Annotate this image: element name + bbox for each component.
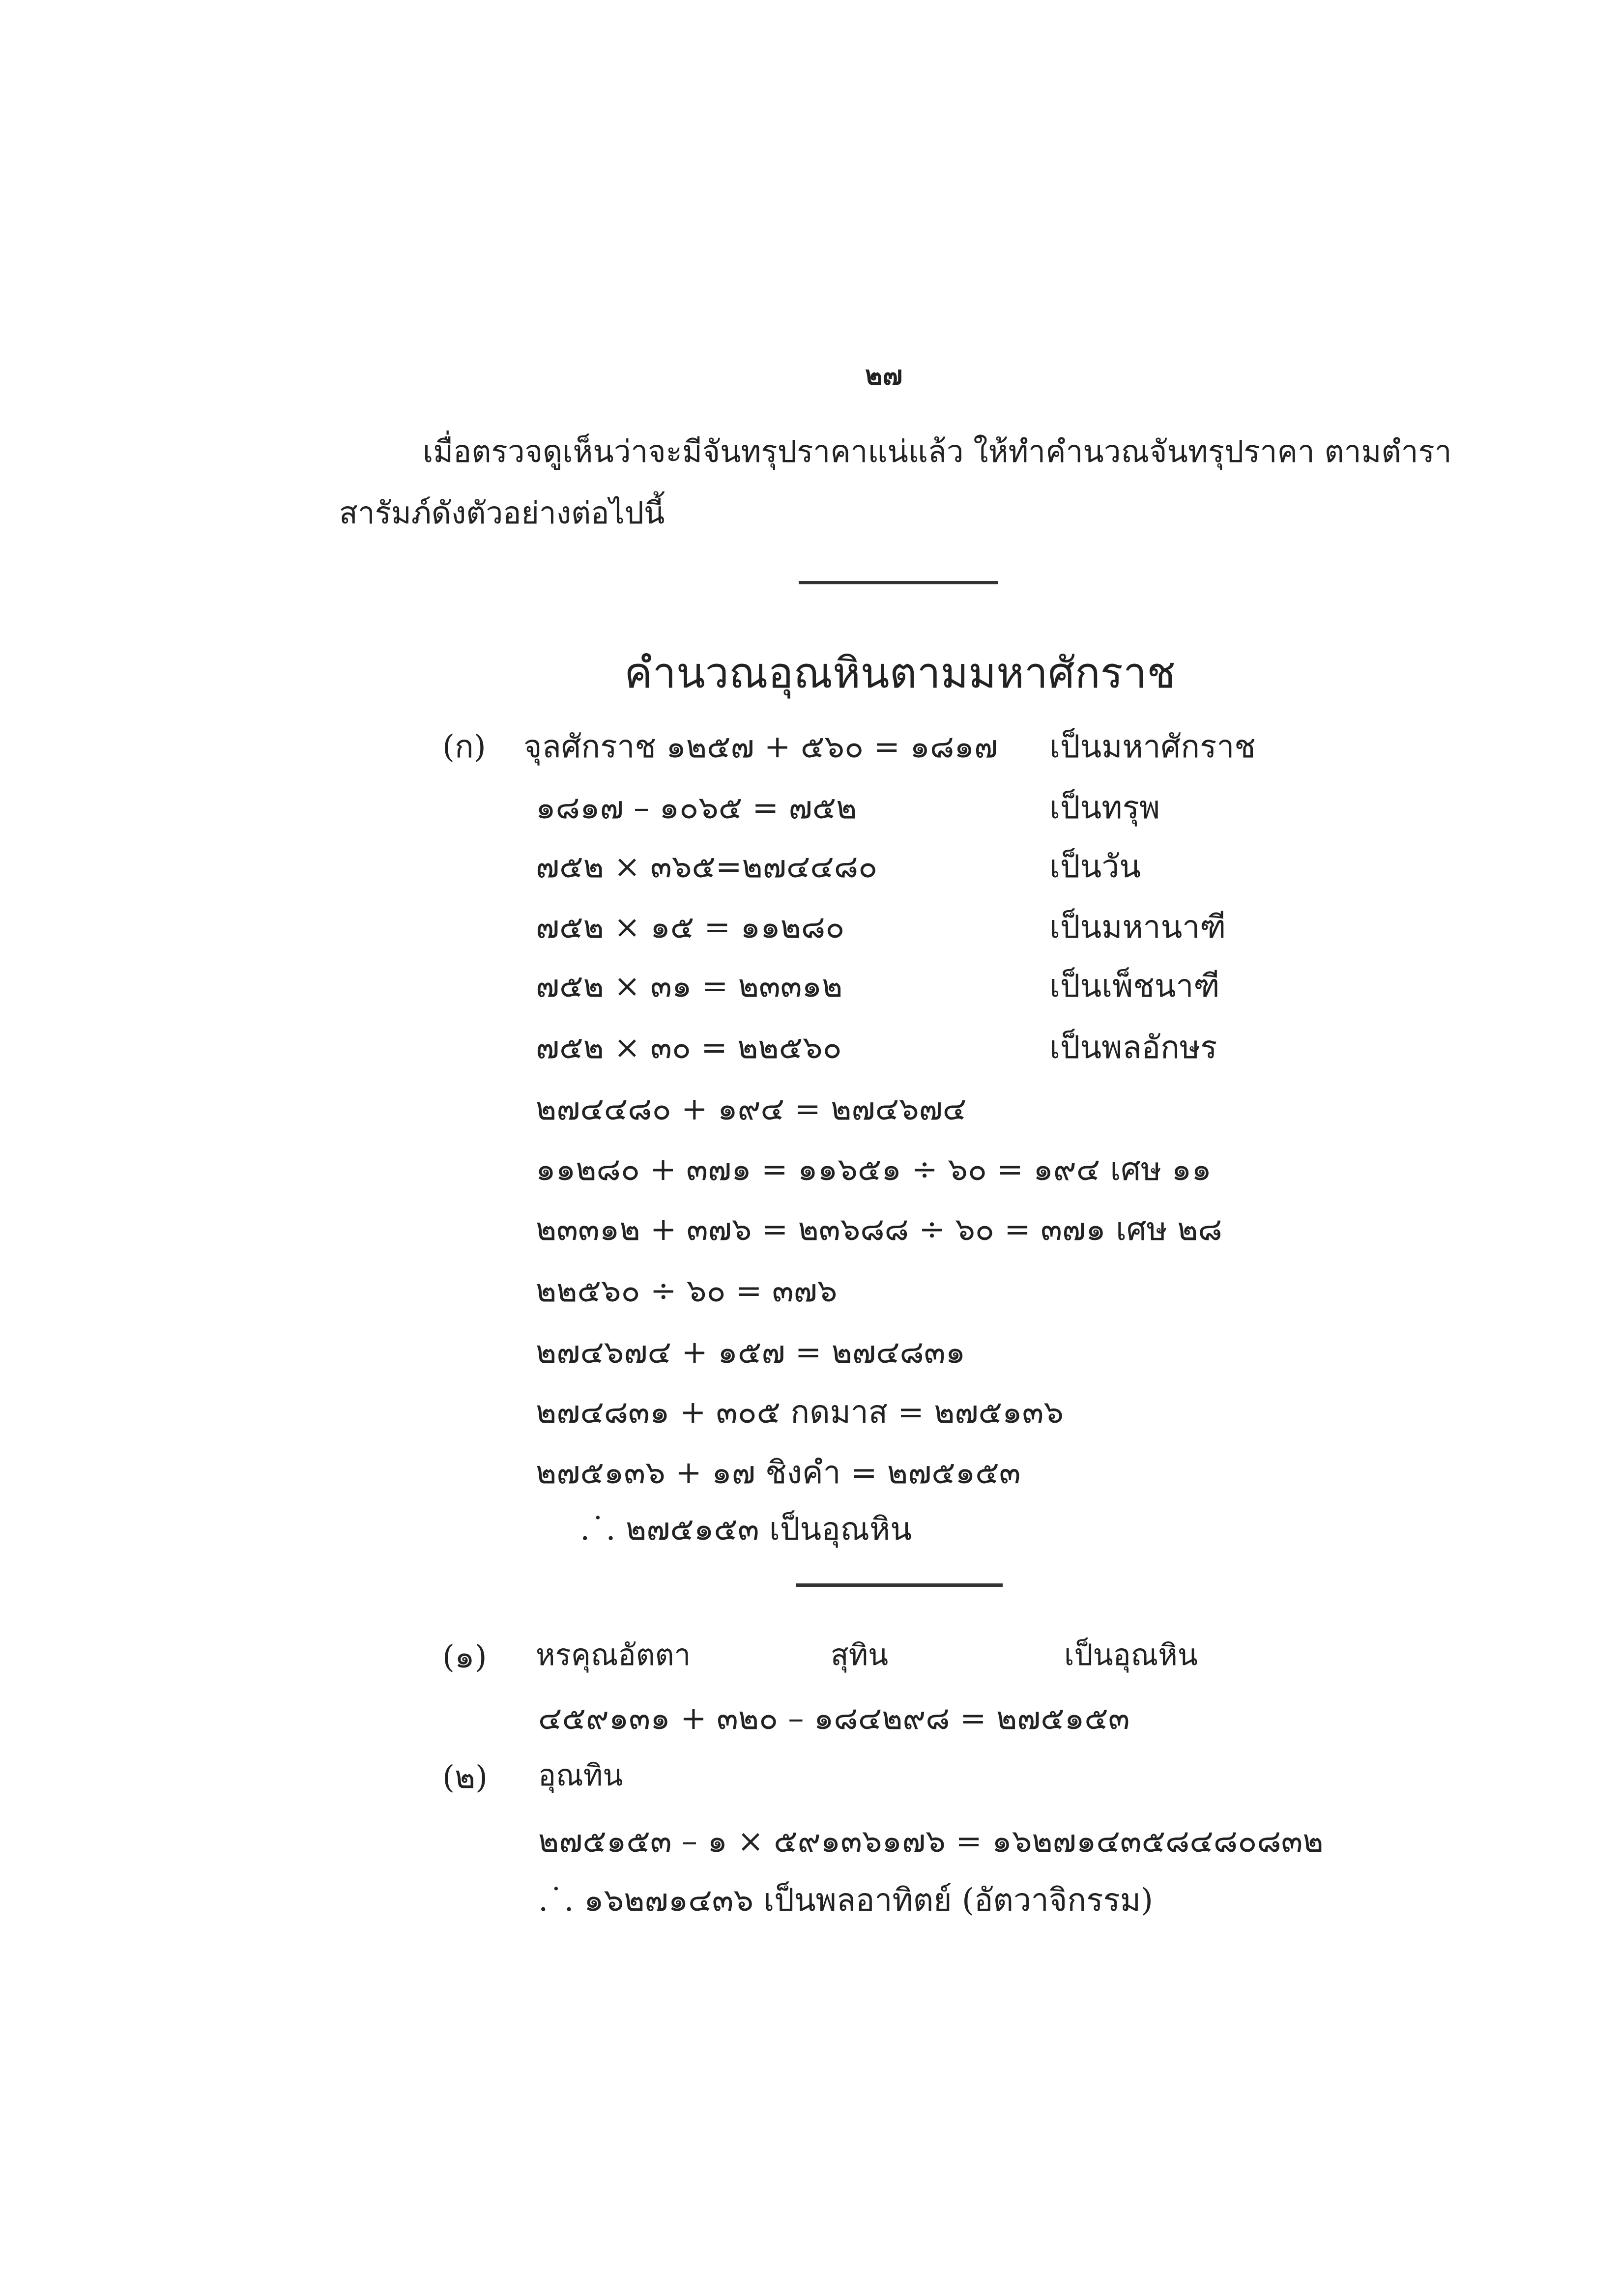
calc-result-6: เป็นพลอักษร: [1049, 1030, 1217, 1066]
calc-result-5: เป็นเพ็ชนาฑี: [1049, 968, 1220, 1004]
divider-bottom: [796, 1583, 1003, 1587]
calc-result-3: เป็นวัน: [1049, 849, 1141, 885]
calc-line-4: ๗๕๒ × ๑๕ = ๑๑๒๘๐: [536, 909, 845, 946]
calc-line-12: ๒๗๔๘๓๑ + ๓๐๕ กดมาส = ๒๗๕๑๓๖: [536, 1394, 1064, 1431]
item-label-2: (๒): [442, 1759, 488, 1796]
calc-line-8: ๑๑๒๘๐ + ๓๗๑ = ๑๑๖๕๑ ÷ ๖๐ = ๑๙๔ เศษ ๑๑: [536, 1151, 1212, 1188]
calc-line-item1: ๔๕๙๑๓๑ + ๓๒๐ – ๑๘๔๒๙๘ = ๒๗๕๑๕๓: [538, 1700, 1130, 1737]
calc-line-2: ๑๘๑๗ – ๑๐๖๕ = ๗๕๒: [536, 790, 857, 826]
calc-line-13: ๒๗๕๑๓๖ + ๑๗ ชิงคำ = ๒๗๕๑๕๓: [536, 1455, 1021, 1491]
item-label-ka: (ก): [442, 729, 486, 765]
page-number: ๒๗: [865, 359, 903, 391]
calc-result-2: เป็นทรุพ: [1049, 790, 1160, 826]
col-horakhun: หรคุณอัตตา: [536, 1638, 691, 1672]
calc-line-5: ๗๕๒ × ๓๑ = ๒๓๓๑๒: [536, 968, 843, 1004]
intro-line-1: เมื่อตรวจดูเห็นว่าจะมีจันทรุปราคาแน่แล้ว ให้ทำคำนวณจันทรุปราคา ตามตำรา: [423, 433, 1452, 469]
calc-line-11: ๒๗๔๖๗๔ + ๑๕๗ = ๒๗๔๘๓๑: [536, 1334, 966, 1371]
col-suthin: สุทิน: [831, 1638, 889, 1672]
calc-line-7: ๒๗๔๔๘๐ + ๑๙๔ = ๒๗๔๖๗๔: [536, 1091, 967, 1127]
section-title: คำนวณอุณหินตามมหาศักราช: [624, 649, 1176, 698]
calc-result-4: เป็นมหานาฑี: [1049, 909, 1226, 946]
calc-line-10: ๒๒๕๖๐ ÷ ๖๐ = ๓๗๖: [536, 1273, 838, 1309]
col-unahin: เป็นอุณหิน: [1064, 1638, 1198, 1672]
calc-result-1: เป็นมหาศักราช: [1049, 729, 1256, 765]
conclusion-unahin: .˙. ๒๗๕๑๕๓ เป็นอุณหิน: [580, 1511, 912, 1548]
calc-line-item2: ๒๗๕๑๕๓ – ๑ × ๕๙๑๓๖๑๗๖ = ๑๖๒๗๑๔๓๕๘๔๘๐๘๓๒: [538, 1823, 1324, 1860]
item2-heading: อุณทิน: [538, 1758, 623, 1793]
calc-line-3: ๗๕๒ × ๓๖๕=๒๗๔๔๘๐: [536, 849, 878, 885]
item-label-1: (๑): [442, 1639, 487, 1675]
calc-line-9: ๒๓๓๑๒ + ๓๗๖ = ๒๓๖๘๘ ÷ ๖๐ = ๓๗๑ เศษ ๒๘: [536, 1211, 1222, 1248]
calc-line-1: จุลศักราช ๑๒๕๗ + ๕๖๐ = ๑๘๑๗: [523, 729, 998, 765]
divider-top: [799, 581, 998, 584]
intro-line-2: สารัมภ์ดังตัวอย่างต่อไปนี้: [339, 495, 665, 531]
calc-line-6: ๗๕๒ × ๓๐ = ๒๒๕๖๐: [536, 1030, 842, 1066]
conclusion-phon-athit: .˙. ๑๖๒๗๑๔๓๖ เป็นพลอาทิตย์ (อัตวาจิกรรม): [538, 1882, 1153, 1919]
